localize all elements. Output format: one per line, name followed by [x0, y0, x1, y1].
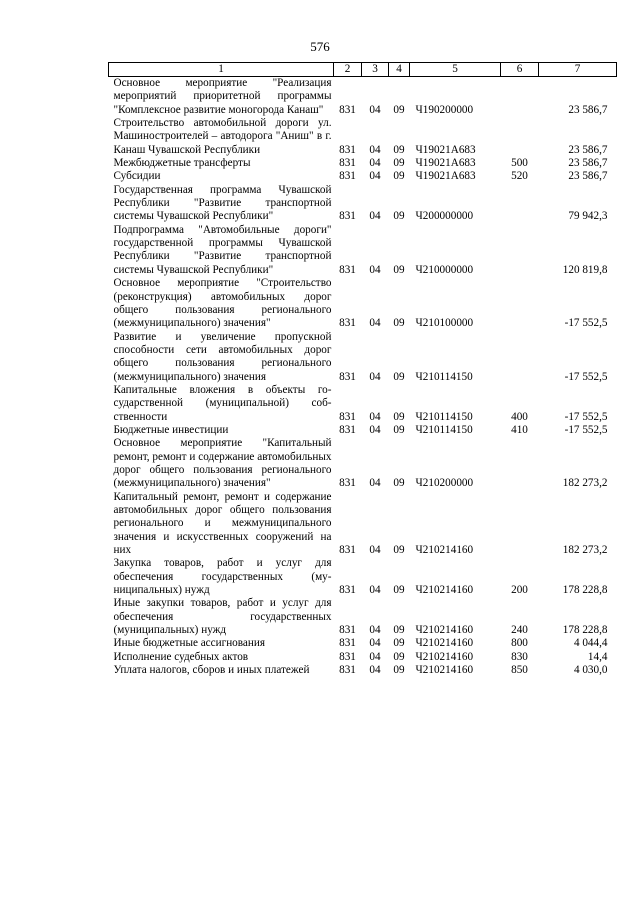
row-name: Подпрограмма "Автомобильные дороги" государственной программы Чувашской Республики "Развитие транспортной системы Чувашской Республики"	[113, 223, 332, 276]
section-code: 04	[369, 477, 381, 490]
header-col-6: 6	[501, 63, 539, 77]
expense-type	[501, 224, 539, 277]
section-code: 04	[369, 210, 381, 223]
page-number: 576	[310, 39, 330, 54]
section-code: 04	[369, 637, 381, 650]
subsection-code: 09	[393, 317, 405, 330]
ministry-code: 831	[339, 103, 356, 116]
expense-type	[501, 184, 539, 224]
ministry-code: 831	[339, 584, 356, 597]
ministry-code: 831	[339, 170, 356, 183]
ministry-code: 831	[339, 637, 356, 650]
subsection-code: 09	[393, 544, 405, 557]
expense-type	[501, 77, 539, 118]
expense-type	[501, 491, 539, 558]
section-code: 04	[369, 317, 381, 330]
amount: 23 586,7	[568, 170, 608, 183]
header-col-3: 3	[362, 63, 389, 77]
section-code: 04	[369, 370, 381, 383]
row-name: Иные бюджетные ассигнования	[113, 637, 265, 650]
target-article: Ч19021А683	[415, 157, 476, 170]
subsection-code: 09	[393, 637, 405, 650]
row-name: Бюджетные инвестиции	[113, 423, 229, 436]
subsection-code: 09	[393, 624, 405, 637]
section-code: 04	[369, 143, 381, 156]
table-body	[109, 77, 617, 678]
section-code: 04	[369, 423, 381, 436]
table-row	[109, 170, 617, 183]
amount: -17 552,5	[564, 423, 608, 436]
expense-type: 200	[511, 584, 528, 597]
row-name: Уплата налогов, сборов и иных платежей	[113, 664, 310, 677]
row-name: Капитальные вложения в объекты государственной (муниципальной) собственности	[113, 383, 332, 423]
section-code: 04	[369, 584, 381, 597]
row-name: Иные закупки товаров, работ и услуг для обеспечения государственных (муниципальных) нужд	[113, 597, 332, 637]
section-code: 04	[369, 664, 381, 677]
expense-type	[501, 437, 539, 490]
subsection-code: 09	[393, 664, 405, 677]
amount: -17 552,5	[564, 410, 608, 423]
expense-type	[501, 117, 539, 157]
table-row	[109, 424, 617, 437]
target-article: Ч210214160	[415, 650, 474, 663]
row-name: Развитие и увеличение пропускной способности сети автомобильных дорог общего пользования регионального (межмуниципального) значения	[113, 330, 332, 383]
subsection-code: 09	[393, 584, 405, 597]
amount: 4 030,0	[573, 664, 608, 677]
subsection-code: 09	[393, 157, 405, 170]
ministry-code: 831	[339, 210, 356, 223]
target-article: Ч210214160	[415, 544, 474, 557]
subsection-code: 09	[393, 263, 405, 276]
table-row	[109, 224, 617, 277]
section-code: 04	[369, 624, 381, 637]
expense-type: 850	[511, 664, 528, 677]
subsection-code: 09	[393, 477, 405, 490]
expense-type: 410	[511, 423, 528, 436]
amount: 178 228,8	[562, 624, 608, 637]
row-name: Исполнение судебных актов	[113, 650, 249, 663]
row-name: Межбюджетные трансферты	[113, 157, 251, 170]
table-row	[109, 117, 617, 157]
header-col-4: 4	[389, 63, 410, 77]
row-name: Строительство автомобильной дороги ул. Машиностроителей – автодорога "Аниш" в г. Канаш Чувашской Республики	[113, 117, 332, 156]
table-row	[109, 157, 617, 170]
amount: -17 552,5	[564, 370, 608, 383]
amount: 182 273,2	[562, 477, 608, 490]
target-article: Ч19021А683	[415, 143, 476, 156]
target-article: Ч210114150	[415, 423, 473, 436]
section-code: 04	[369, 157, 381, 170]
row-name: Основное мероприятие "Капитальный ремонт, ремонт и содержание автомобильных дорог общего пользования регионального (межмуниципального) значения"	[113, 437, 332, 490]
target-article: Ч210114150	[415, 410, 473, 423]
section-code: 04	[369, 170, 381, 183]
header-row	[109, 63, 617, 77]
target-article: Ч200000000	[415, 210, 474, 223]
subsection-code: 09	[393, 210, 405, 223]
ministry-code: 831	[339, 157, 356, 170]
amount: 23 586,7	[568, 143, 608, 156]
header-col-2: 2	[334, 63, 362, 77]
target-article: Ч210214160	[415, 624, 474, 637]
ministry-code: 831	[339, 544, 356, 557]
table-row	[109, 384, 617, 424]
amount: 182 273,2	[562, 544, 608, 557]
expense-type	[501, 277, 539, 330]
ministry-code: 831	[339, 624, 356, 637]
amount: 4 044,4	[573, 637, 608, 650]
target-article: Ч19021А683	[415, 170, 476, 183]
row-name: Основное мероприятие "Строительство (реконструкция) автомобильных дорог общего пользования регионального (межмуниципального) значения"	[113, 277, 332, 330]
amount: 23 586,7	[568, 157, 608, 170]
expense-type: 520	[511, 170, 528, 183]
header-col-7: 7	[539, 63, 617, 77]
section-code: 04	[369, 103, 381, 116]
subsection-code: 09	[393, 170, 405, 183]
ministry-code: 831	[339, 423, 356, 436]
table-row	[109, 664, 617, 677]
table-header	[109, 63, 617, 77]
ministry-code: 831	[339, 477, 356, 490]
amount: -17 552,5	[564, 317, 608, 330]
target-article: Ч210214160	[415, 664, 474, 677]
row-name: Капитальный ремонт, ремонт и содержание автомобильных дорог общего пользования регионального и межмуниципального значения и искусственных сооружений на них	[113, 490, 332, 557]
amount: 14,4	[587, 650, 608, 663]
ministry-code: 831	[339, 650, 356, 663]
expense-type: 830	[511, 650, 528, 663]
target-article: Ч190200000	[415, 103, 474, 116]
ministry-code: 831	[339, 370, 356, 383]
target-article: Ч210214160	[415, 637, 474, 650]
subsection-code: 09	[393, 143, 405, 156]
expense-type: 240	[511, 624, 528, 637]
target-article: Ч210000000	[415, 263, 474, 276]
amount: 79 942,3	[568, 210, 608, 223]
ministry-code: 831	[339, 410, 356, 423]
table-row	[109, 637, 617, 650]
amount: 178 228,8	[562, 584, 608, 597]
subsection-code: 09	[393, 650, 405, 663]
table-row	[109, 77, 617, 118]
section-code: 04	[369, 650, 381, 663]
ministry-code: 831	[339, 664, 356, 677]
section-code: 04	[369, 263, 381, 276]
expense-type: 400	[511, 410, 528, 423]
table-row	[109, 331, 617, 384]
subsection-code: 09	[393, 423, 405, 436]
ministry-code: 831	[339, 317, 356, 330]
amount: 120 819,8	[562, 263, 608, 276]
table-row	[109, 491, 617, 558]
expense-type: 500	[511, 157, 528, 170]
row-name: Государственная программа Чувашской Республики "Развитие транспортной системы Чувашской Республики"	[113, 183, 332, 223]
row-name: Закупка товаров, работ и услуг для обеспечения государственных (муниципальных) нужд	[113, 557, 332, 597]
row-name: Основное мероприятие "Реализация мероприятий приоритетной программы "Комплексное развитие моногорода Канаш"	[113, 77, 332, 116]
target-article: Ч210200000	[415, 477, 474, 490]
section-code: 04	[369, 544, 381, 557]
ministry-code: 831	[339, 143, 356, 156]
target-article: Ч210114150	[415, 370, 473, 383]
target-article: Ч210214160	[415, 584, 474, 597]
subsection-code: 09	[393, 410, 405, 423]
subsection-code: 09	[393, 103, 405, 116]
header-col-5: 5	[410, 63, 501, 77]
table-row	[109, 557, 617, 597]
target-article: Ч210100000	[415, 317, 474, 330]
table-row	[109, 651, 617, 664]
section-code: 04	[369, 410, 381, 423]
row-name: Субсидии	[113, 170, 161, 183]
expense-type	[501, 331, 539, 384]
subsection-code: 09	[393, 370, 405, 383]
table-row	[109, 437, 617, 490]
amount: 23 586,7	[568, 103, 608, 116]
table-row	[109, 277, 617, 330]
header-col-1: 1	[109, 63, 334, 77]
table-row	[109, 597, 617, 637]
table-row	[109, 184, 617, 224]
budget-table	[108, 62, 617, 677]
expense-type: 800	[511, 637, 528, 650]
ministry-code: 831	[339, 263, 356, 276]
